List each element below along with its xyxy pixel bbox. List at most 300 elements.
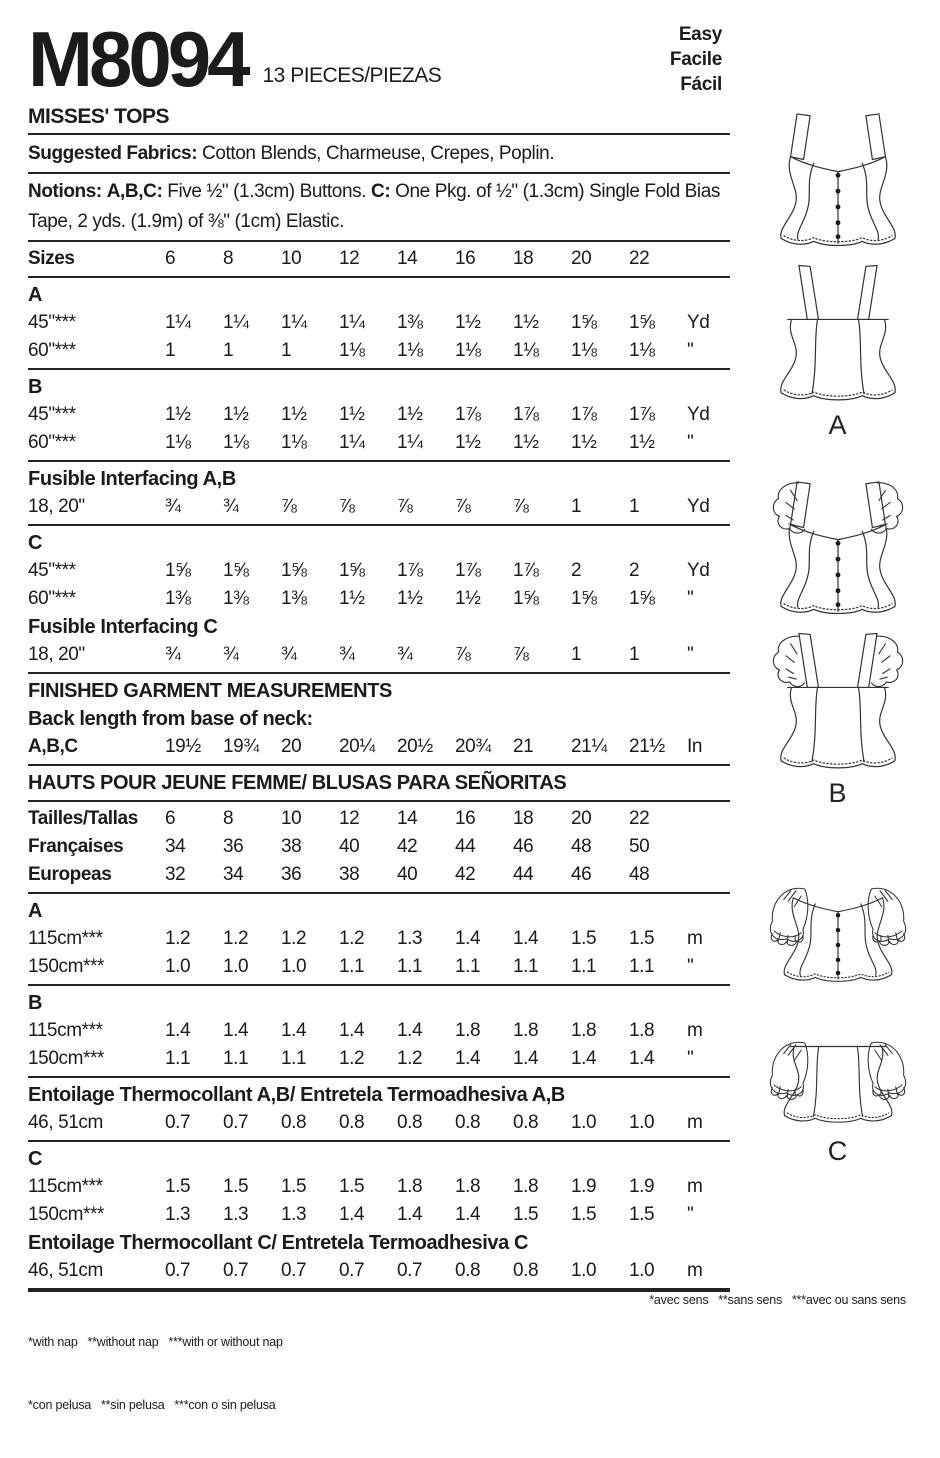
- value-cell: ¾: [223, 496, 239, 517]
- value-cell: 1.4: [281, 1020, 307, 1041]
- value-cell: 1⅛: [571, 340, 597, 361]
- info-column: [28, 10, 730, 1295]
- value-cell: 22: [629, 808, 650, 829]
- value-cell: 1.2: [397, 1048, 423, 1069]
- value-cell: 1⅝: [281, 560, 307, 581]
- value-cell: 0.8: [339, 1112, 365, 1133]
- divider: [28, 1140, 730, 1142]
- value-cell: 1.5: [513, 1204, 539, 1225]
- value-cell: 48: [571, 836, 592, 857]
- value-cell: 1.1: [571, 956, 597, 977]
- section-heading-row: [28, 281, 730, 309]
- row-label: HAUTS POUR JEUNE FEMME/ BLUSAS PARA SEÑORITAS: [28, 772, 567, 794]
- value-cell: 1⅝: [629, 312, 655, 333]
- value-cell: 1⅜: [165, 588, 191, 609]
- value-cell: 2: [571, 560, 582, 581]
- value-cell: 1.0: [165, 956, 191, 977]
- notions-paragraph: [28, 177, 730, 237]
- value-cell: 1⅞: [629, 404, 655, 425]
- value-cell: 1: [629, 496, 640, 517]
- divider: [28, 524, 730, 526]
- table-row: [28, 1045, 730, 1073]
- value-cell: 1⅜: [397, 312, 423, 333]
- value-cell: 34: [223, 864, 244, 885]
- value-cell: 46: [571, 864, 592, 885]
- value-cell: 1⅞: [397, 560, 423, 581]
- value-cell: 0.8: [281, 1112, 307, 1133]
- value-cell: 1.8: [513, 1020, 539, 1041]
- value-cell: 1⅜: [223, 588, 249, 609]
- value-cell: 14: [397, 248, 418, 269]
- value-cell: 10: [281, 808, 302, 829]
- value-cell: 1⅜: [281, 588, 307, 609]
- row-label: Sizes: [28, 248, 75, 269]
- section-heading-row: [28, 1229, 730, 1257]
- value-cell: 1⅛: [629, 340, 655, 361]
- value-cell: 1.3: [165, 1204, 191, 1225]
- divider: [28, 133, 730, 135]
- value-cell: 1.4: [455, 928, 481, 949]
- value-cell: 44: [513, 864, 534, 885]
- title-row: [28, 10, 730, 102]
- value-cell: ¾: [165, 644, 181, 665]
- value-cell: 0.7: [223, 1112, 249, 1133]
- value-cell: 2: [629, 560, 640, 581]
- row-label: 18, 20": [28, 496, 85, 517]
- table-row: [28, 429, 730, 457]
- row-label: 45"***: [28, 312, 76, 333]
- value-cell: 42: [455, 864, 476, 885]
- divider: [28, 672, 730, 674]
- value-cell: 1.3: [397, 928, 423, 949]
- row-label: 115cm***: [28, 1020, 103, 1041]
- value-cell: 1½: [397, 588, 423, 609]
- value-cell: 1⅞: [513, 404, 539, 425]
- value-cell: 1⅝: [571, 588, 597, 609]
- value-cell: 0.7: [223, 1260, 249, 1281]
- notions-c-text: One Pkg. of ½" (1.3cm) Single Fold Bias Tape, 2 yds. (1.9m) of ⅜" (1cm) Elastic.: [28, 181, 720, 232]
- value-cell: 1.4: [571, 1048, 597, 1069]
- value-cell: 1.1: [455, 956, 481, 977]
- value-cell: 1⅝: [339, 560, 365, 581]
- value-cell: 0.8: [397, 1112, 423, 1133]
- footnote-english: *with nap **without nap ***with or without nap: [28, 1335, 283, 1349]
- value-cell: 1.8: [397, 1176, 423, 1197]
- value-cell: 0.8: [455, 1112, 481, 1133]
- value-cell: 46: [513, 836, 534, 857]
- unit-cell: m: [687, 1176, 703, 1197]
- value-cell: 18: [513, 248, 534, 269]
- value-cell: 1½: [455, 312, 481, 333]
- value-cell: 1.4: [339, 1020, 365, 1041]
- row-label: 18, 20": [28, 644, 85, 665]
- value-cell: 14: [397, 808, 418, 829]
- value-cell: 1⅛: [513, 340, 539, 361]
- table-row: [28, 1201, 730, 1229]
- table-row: [28, 925, 730, 953]
- value-cell: 1.0: [571, 1112, 597, 1133]
- row-label: 115cm***: [28, 928, 103, 949]
- table-row: [28, 953, 730, 981]
- value-cell: 1.0: [629, 1260, 655, 1281]
- table-row: [28, 805, 730, 833]
- value-cell: 1: [571, 644, 582, 665]
- value-cell: 18: [513, 808, 534, 829]
- divider: [28, 368, 730, 370]
- divider: [28, 984, 730, 986]
- value-cell: 1⅝: [513, 588, 539, 609]
- value-cell: 1½: [165, 404, 191, 425]
- row-label: Back length from base of neck:: [28, 708, 313, 730]
- value-cell: 1½: [629, 432, 655, 453]
- value-cell: 1¼: [281, 312, 307, 333]
- value-cell: 1.8: [455, 1176, 481, 1197]
- value-cell: 20: [571, 808, 592, 829]
- notions-views-abc: A,B,C:: [106, 181, 163, 202]
- section-heading-row: [28, 1081, 730, 1109]
- value-cell: 1½: [397, 404, 423, 425]
- value-cell: 1.1: [397, 956, 423, 977]
- table-row: [28, 557, 730, 585]
- value-cell: 0.8: [455, 1260, 481, 1281]
- unit-cell: ": [687, 1048, 694, 1069]
- row-label: Françaises: [28, 836, 124, 857]
- value-cell: 0.7: [281, 1260, 307, 1281]
- value-cell: 12: [339, 248, 360, 269]
- value-cell: 1.4: [339, 1204, 365, 1225]
- divider: [28, 1076, 730, 1078]
- value-cell: 1.2: [223, 928, 249, 949]
- value-cell: 0.8: [513, 1112, 539, 1133]
- value-cell: 21: [513, 736, 534, 757]
- value-cell: ¾: [281, 644, 297, 665]
- value-cell: ⅞: [339, 496, 355, 517]
- value-cell: 1¼: [339, 312, 365, 333]
- value-cell: 0.7: [397, 1260, 423, 1281]
- value-cell: 1.1: [223, 1048, 249, 1069]
- unit-cell: m: [687, 928, 703, 949]
- value-cell: 1.4: [455, 1048, 481, 1069]
- value-cell: 1.8: [455, 1020, 481, 1041]
- garment-b-illustration: [745, 478, 931, 776]
- section-heading-row: [28, 677, 730, 705]
- value-cell: 1.3: [281, 1204, 307, 1225]
- value-cell: ¾: [339, 644, 355, 665]
- value-cell: ¾: [223, 644, 239, 665]
- row-label: 150cm***: [28, 1204, 105, 1225]
- value-cell: 16: [455, 248, 476, 269]
- row-label: 45"***: [28, 560, 76, 581]
- value-cell: 1½: [223, 404, 249, 425]
- value-cell: 1.8: [571, 1020, 597, 1041]
- value-cell: 0.7: [339, 1260, 365, 1281]
- table-row: [28, 1257, 730, 1285]
- value-cell: 20¼: [339, 736, 375, 757]
- value-cell: 1⅞: [571, 404, 597, 425]
- table-row: [28, 1017, 730, 1045]
- row-label: A: [28, 284, 43, 306]
- notions-view-c: C:: [371, 181, 391, 202]
- unit-cell: ": [687, 1204, 694, 1225]
- row-label: 60"***: [28, 340, 76, 361]
- value-cell: 21¼: [571, 736, 607, 757]
- value-cell: 1.5: [281, 1176, 307, 1197]
- row-label: 46, 51cm: [28, 1112, 103, 1133]
- value-cell: 1.4: [223, 1020, 249, 1041]
- category-title: MISSES' TOPS: [28, 105, 169, 128]
- unit-cell: m: [687, 1260, 703, 1281]
- value-cell: 1⅝: [165, 560, 191, 581]
- table-row: [28, 861, 730, 889]
- value-cell: 1.8: [629, 1020, 655, 1041]
- value-cell: 1.5: [165, 1176, 191, 1197]
- row-label: Fusible Interfacing C: [28, 616, 218, 638]
- value-cell: 1.4: [397, 1020, 423, 1041]
- row-label: 45"***: [28, 404, 76, 425]
- garment-c-illustration: [745, 854, 931, 1134]
- value-cell: 1.2: [165, 928, 191, 949]
- table-row: [28, 733, 730, 761]
- value-cell: 32: [165, 864, 186, 885]
- value-cell: 1⅛: [281, 432, 307, 453]
- table-row: [28, 1109, 730, 1137]
- difficulty-levels: [670, 22, 722, 97]
- unit-cell: Yd: [687, 404, 710, 425]
- figure-view-a: [742, 110, 934, 441]
- section-heading-row: [28, 989, 730, 1017]
- figure-view-c: [742, 854, 934, 1167]
- table-row: [28, 833, 730, 861]
- value-cell: 1⅝: [571, 312, 597, 333]
- divider: [28, 892, 730, 894]
- value-cell: 1½: [281, 404, 307, 425]
- table-row: [28, 1173, 730, 1201]
- unit-cell: m: [687, 1112, 703, 1133]
- row-label: C: [28, 1148, 43, 1170]
- value-cell: 40: [339, 836, 360, 857]
- value-cell: 1.4: [513, 1048, 539, 1069]
- value-cell: 40: [397, 864, 418, 885]
- value-cell: 19½: [165, 736, 201, 757]
- value-cell: 44: [455, 836, 476, 857]
- value-cell: 1: [571, 496, 582, 517]
- value-cell: 16: [455, 808, 476, 829]
- value-cell: 1.4: [629, 1048, 655, 1069]
- value-cell: 22: [629, 248, 650, 269]
- unit-cell: ": [687, 340, 694, 361]
- table-row: [28, 337, 730, 365]
- value-cell: 1: [629, 644, 640, 665]
- figure-view-b: [742, 478, 934, 809]
- value-cell: 1.0: [571, 1260, 597, 1281]
- value-cell: 1¼: [339, 432, 365, 453]
- value-cell: 1.4: [165, 1020, 191, 1041]
- unit-cell: m: [687, 1020, 703, 1041]
- footnotes-left: [28, 1290, 283, 1458]
- section-heading-row: [28, 529, 730, 557]
- value-cell: 1.0: [223, 956, 249, 977]
- value-cell: 1.9: [629, 1176, 655, 1197]
- value-cell: 1½: [455, 588, 481, 609]
- difficulty-english: Easy: [678, 24, 722, 45]
- value-cell: 20: [571, 248, 592, 269]
- row-label: B: [28, 376, 43, 398]
- row-label: Europeas: [28, 864, 112, 885]
- value-cell: 1.0: [281, 956, 307, 977]
- row-label: C: [28, 532, 43, 554]
- row-label: 60"***: [28, 432, 76, 453]
- row-label: A: [28, 900, 43, 922]
- value-cell: 1¼: [165, 312, 191, 333]
- section-heading-row: [28, 1145, 730, 1173]
- value-cell: 0.7: [165, 1112, 191, 1133]
- pattern-number: M8094: [28, 15, 247, 103]
- row-label: Entoilage Thermocollant C/ Entretela Termoadhesiva C: [28, 1232, 529, 1254]
- value-cell: 1½: [513, 312, 539, 333]
- value-cell: 1.4: [397, 1204, 423, 1225]
- value-cell: 1.5: [629, 1204, 655, 1225]
- unit-cell: Yd: [687, 496, 710, 517]
- garment-a-illustration: [745, 110, 931, 408]
- table-row: [28, 493, 730, 521]
- value-cell: 20¾: [455, 736, 491, 757]
- divider: [28, 460, 730, 462]
- divider: [28, 240, 730, 242]
- value-cell: 1.5: [339, 1176, 365, 1197]
- divider: [28, 800, 730, 802]
- value-cell: 1.5: [629, 928, 655, 949]
- value-cell: 1.8: [513, 1176, 539, 1197]
- value-cell: 1.3: [223, 1204, 249, 1225]
- table-row: [28, 245, 730, 273]
- value-cell: 1½: [339, 404, 365, 425]
- row-label: FINISHED GARMENT MEASUREMENTS: [28, 680, 392, 702]
- divider: [28, 764, 730, 766]
- value-cell: 6: [165, 248, 176, 269]
- value-cell: 0.8: [513, 1260, 539, 1281]
- value-cell: 12: [339, 808, 360, 829]
- value-cell: 1.1: [513, 956, 539, 977]
- pieces-count: 13 PIECES/PIEZAS: [262, 64, 442, 87]
- row-label: 60"***: [28, 588, 76, 609]
- value-cell: 1.5: [571, 928, 597, 949]
- unit-cell: ": [687, 644, 694, 665]
- row-label: Fusible Interfacing A,B: [28, 468, 236, 490]
- difficulty-french: Facile: [669, 49, 722, 70]
- unit-cell: In: [687, 736, 703, 757]
- unit-cell: ": [687, 956, 694, 977]
- row-label: 150cm***: [28, 1048, 105, 1069]
- footnote-spanish: *con pelusa **sin pelusa ***con o sin pelusa: [28, 1398, 276, 1412]
- value-cell: 1⅞: [455, 404, 481, 425]
- value-cell: 8: [223, 808, 234, 829]
- value-cell: ¾: [165, 496, 181, 517]
- notions-label: Notions:: [28, 181, 102, 202]
- value-cell: 1⅛: [397, 340, 423, 361]
- value-cell: 1.2: [339, 1048, 365, 1069]
- figure-b-label: B: [828, 778, 848, 808]
- notions-abc-text: Five ½" (1.3cm) Buttons.: [167, 181, 367, 202]
- unit-cell: Yd: [687, 312, 710, 333]
- value-cell: 1⅝: [629, 588, 655, 609]
- value-cell: 1⅝: [223, 560, 249, 581]
- value-cell: 38: [281, 836, 302, 857]
- row-label: 115cm***: [28, 1176, 103, 1197]
- table-row: [28, 585, 730, 613]
- unit-cell: ": [687, 588, 694, 609]
- value-cell: 20½: [397, 736, 433, 757]
- value-cell: 1.5: [571, 1204, 597, 1225]
- difficulty-spanish: Fácil: [680, 74, 722, 95]
- divider: [28, 276, 730, 278]
- suggested-fabrics-text: Cotton Blends, Charmeuse, Crepes, Poplin.: [202, 143, 555, 164]
- suggested-fabrics-label: Suggested Fabrics:: [28, 143, 198, 164]
- value-cell: 36: [223, 836, 244, 857]
- value-cell: 6: [165, 808, 176, 829]
- figure-c-label: C: [827, 1136, 849, 1166]
- unit-cell: Yd: [687, 560, 710, 581]
- yardage-table: [28, 245, 730, 1292]
- divider: [28, 172, 730, 174]
- table-row: [28, 309, 730, 337]
- value-cell: 50: [629, 836, 650, 857]
- value-cell: 1: [165, 340, 176, 361]
- value-cell: ⅞: [455, 644, 471, 665]
- value-cell: 20: [281, 736, 302, 757]
- value-cell: 1.9: [571, 1176, 597, 1197]
- value-cell: 1.1: [629, 956, 655, 977]
- value-cell: 1⅛: [223, 432, 249, 453]
- value-cell: 21½: [629, 736, 665, 757]
- value-cell: 8: [223, 248, 234, 269]
- value-cell: 1⅞: [455, 560, 481, 581]
- value-cell: 1½: [513, 432, 539, 453]
- value-cell: 1.4: [455, 1204, 481, 1225]
- value-cell: 1.1: [165, 1048, 191, 1069]
- value-cell: 1½: [455, 432, 481, 453]
- value-cell: 1⅛: [339, 340, 365, 361]
- footnote-french: *avec sens **sans sens ***avec ou sans sens: [649, 1293, 906, 1307]
- row-label: Tailles/Tallas: [28, 808, 138, 829]
- figure-a-label: A: [828, 410, 848, 440]
- section-heading-row: [28, 705, 730, 733]
- value-cell: 1.0: [629, 1112, 655, 1133]
- value-cell: 1.4: [513, 928, 539, 949]
- value-cell: 1.1: [281, 1048, 307, 1069]
- value-cell: 1.2: [339, 928, 365, 949]
- section-heading-row: [28, 373, 730, 401]
- table-row: [28, 401, 730, 429]
- value-cell: ⅞: [513, 644, 529, 665]
- value-cell: 48: [629, 864, 650, 885]
- value-cell: 1⅞: [513, 560, 539, 581]
- value-cell: 0.7: [165, 1260, 191, 1281]
- unit-cell: ": [687, 432, 694, 453]
- row-label: 150cm***: [28, 956, 105, 977]
- value-cell: 1⅛: [165, 432, 191, 453]
- value-cell: 1⅛: [455, 340, 481, 361]
- value-cell: 10: [281, 248, 302, 269]
- value-cell: ⅞: [281, 496, 297, 517]
- value-cell: ⅞: [513, 496, 529, 517]
- section-heading-row: [28, 769, 730, 797]
- section-heading-row: [28, 897, 730, 925]
- row-label: Entoilage Thermocollant A,B/ Entretela Termoadhesiva A,B: [28, 1084, 565, 1106]
- value-cell: 1¼: [223, 312, 249, 333]
- value-cell: 1½: [339, 588, 365, 609]
- value-cell: 19¾: [223, 736, 259, 757]
- section-heading-row: [28, 465, 730, 493]
